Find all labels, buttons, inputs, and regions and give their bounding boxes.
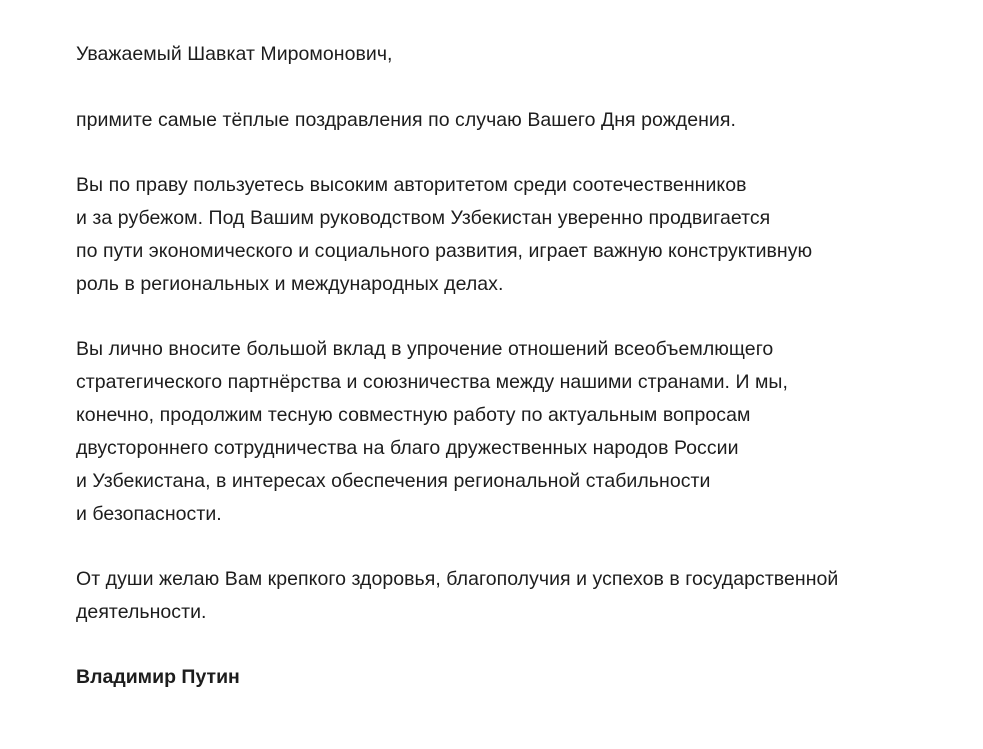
paragraph-line: по пути экономического и социального развития, играет важную конструктивную [76,240,813,262]
signature: Владимир Путин [76,666,240,688]
paragraph-line: примите самые тёплые поздравления по случаю Вашего Дня рождения. [76,109,736,131]
greeting-paragraph [76,38,956,71]
partnership-paragraph [76,333,956,531]
authority-paragraph [76,169,956,301]
paragraph-line: От души желаю Вам крепкого здоровья, благополучия и успехов в государственной [76,568,839,590]
wishes-paragraph [76,563,956,629]
paragraph-line: Вы по праву пользуетесь высоким авторитетом среди соотечественников [76,174,747,196]
paragraph-line: стратегического партнёрства и союзничества между нашими странами. И мы, [76,371,788,393]
paragraph-line: роль в региональных и международных делах. [76,273,504,295]
letter-body [76,38,956,694]
paragraph-line: и безопасности. [76,503,222,525]
paragraph-line: конечно, продолжим тесную совместную работу по актуальным вопросам [76,404,751,426]
greeting-line: Уважаемый Шавкат Миромонович, [76,43,393,65]
congratulation-paragraph [76,104,956,137]
paragraph-line: и Узбекистана, в интересах обеспечения региональной стабильности [76,470,711,492]
paragraph-line: двустороннего сотрудничества на благо дружественных народов России [76,437,739,459]
paragraph-line: деятельности. [76,601,207,623]
paragraph-line: Вы лично вносите большой вклад в упрочение отношений всеобъемлющего [76,338,774,360]
paragraph-line: и за рубежом. Под Вашим руководством Узбекистан уверенно продвигается [76,207,771,229]
